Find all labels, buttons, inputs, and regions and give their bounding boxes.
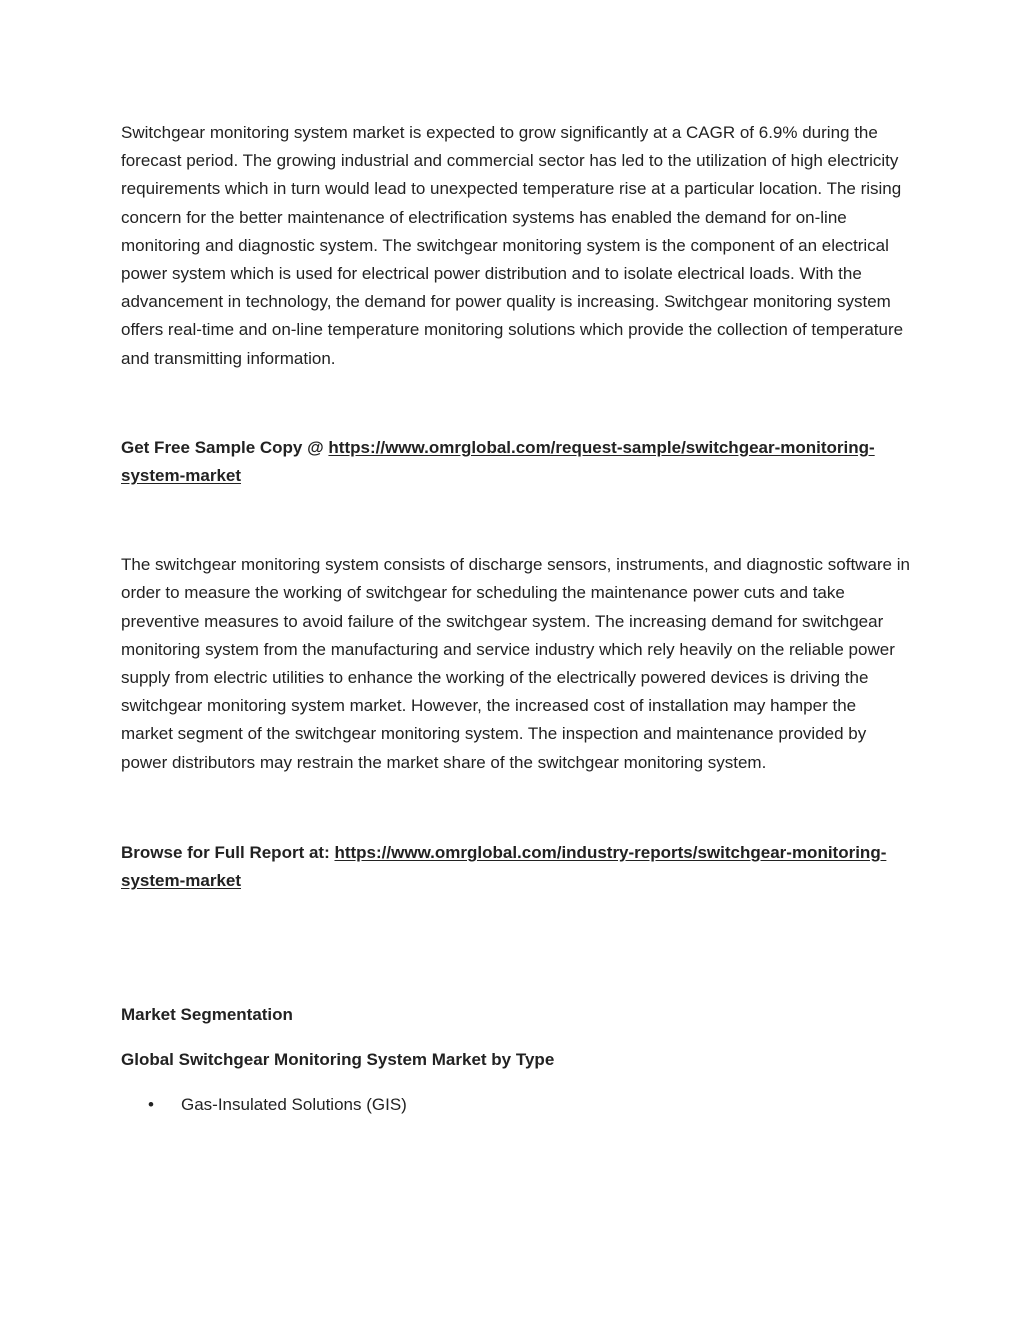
intro-paragraph: Switchgear monitoring system market is expected to grow significantly at a CAGR of 6.9% during the forecast period. The growing industrial and commercial sector has led to the utilization of high electricity requirements which in turn would lead to unexpected temperature rise at a particular location. The rising concern for the better maintenance of electrification systems has enabled the demand for on-line monitoring and diagnostic system. The switchgear monitoring system is the component of an electrical power system which is used for electrical power distribution and to isolate electrical loads. With the advancement in technology, the demand for power quality is increasing. Switchgear monitoring system offers real-time and on-line temperature monitoring solutions which provide the collection of temperature and transmitting information. xyxy=(121,123,904,368)
sample-copy-link[interactable]: https://www.omrglobal.com/request-sample/switchgear-monitoring-system-market xyxy=(121,437,875,486)
sample-copy-label: Get Free Sample Copy @ xyxy=(121,437,329,457)
by-type-heading: Global Switchgear Monitoring System Market by Type xyxy=(121,1050,555,1070)
document-body xyxy=(121,119,911,1119)
full-report-line xyxy=(121,839,911,895)
description-paragraph: The switchgear monitoring system consists of discharge sensors, instruments, and diagnostic software in order to measure the working of switchgear for scheduling the maintenance power cuts and take preventive measures to avoid failure of the switchgear system. The increasing demand for switchgear monitoring system from the manufacturing and service industry which rely heavily on the reliable power supply from electric utilities to enhance the working of the electrically powered devices is driving the switchgear monitoring system market. However, the increased cost of installation may hamper the market segment of the switchgear monitoring system. The inspection and maintenance provided by power distributors may restrain the market share of the switchgear monitoring system. xyxy=(121,555,910,772)
bullet-icon: • xyxy=(148,1095,154,1115)
full-report-label: Browse for Full Report at: xyxy=(121,842,335,862)
full-report-link[interactable]: https://www.omrglobal.com/industry-reports/switchgear-monitoring-system-market xyxy=(121,842,887,891)
list-item-label: Gas-Insulated Solutions (GIS) xyxy=(181,1095,407,1115)
list-item xyxy=(121,1091,911,1119)
market-segmentation-heading: Market Segmentation xyxy=(121,1005,293,1025)
type-list xyxy=(121,1091,911,1119)
sample-copy-line xyxy=(121,434,911,490)
